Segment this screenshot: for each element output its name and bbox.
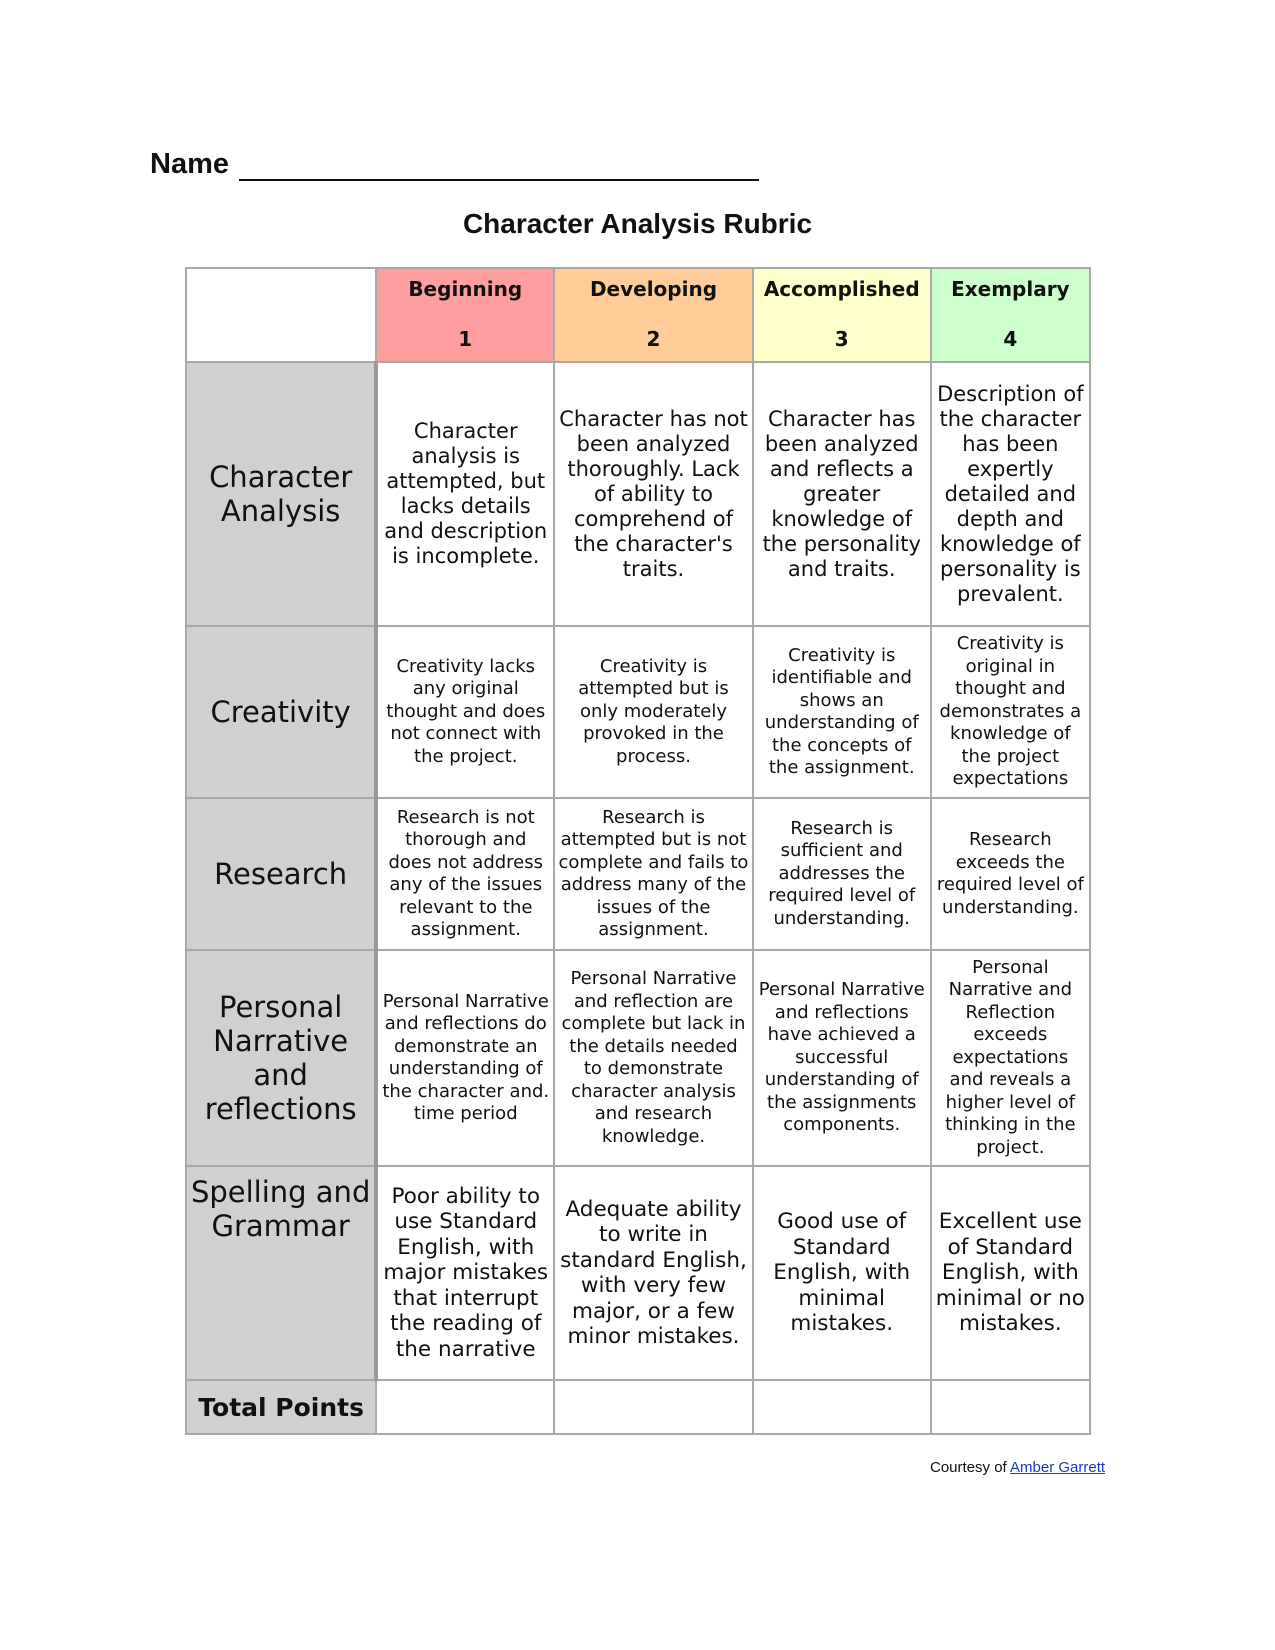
descriptor-cell: Description of the character has been expertly detailed and depth and knowledge of personality is prevalent. bbox=[931, 362, 1090, 626]
rubric-row-personal-narrative bbox=[186, 950, 1090, 1166]
descriptor-cell: Creativity is attempted but is only moderately provoked in the process. bbox=[554, 626, 753, 798]
rubric-row-spelling-grammar bbox=[186, 1166, 1090, 1380]
courtesy-footer bbox=[930, 1459, 1105, 1476]
descriptor-cell: Adequate ability to write in standard English, with very few major, or a few minor mistakes. bbox=[554, 1166, 753, 1380]
level-header-beginning bbox=[376, 268, 554, 362]
name-label: Name bbox=[150, 148, 229, 180]
descriptor-cell: Character analysis is attempted, but lacks details and description is incomplete. bbox=[376, 362, 554, 626]
descriptor-cell: Personal Narrative and reflections have achieved a successful understanding of the assignments components. bbox=[753, 950, 931, 1166]
header-corner-cell bbox=[186, 268, 376, 362]
descriptor-cell: Creativity is original in thought and demonstrates a knowledge of the project expectations bbox=[931, 626, 1090, 798]
descriptor-cell: Character has not been analyzed thoroughly. Lack of ability to comprehend of the character's traits. bbox=[554, 362, 753, 626]
descriptor-cell: Good use of Standard English, with minimal mistakes. bbox=[753, 1166, 931, 1380]
descriptor-cell: Research exceeds the required level of understanding. bbox=[931, 798, 1090, 950]
total-points-label: Total Points bbox=[186, 1380, 376, 1434]
level-header-accomplished bbox=[753, 268, 931, 362]
descriptor-cell: Excellent use of Standard English, with minimal or no mistakes. bbox=[931, 1166, 1090, 1380]
level-header-exemplary bbox=[931, 268, 1090, 362]
criterion-creativity: Creativity bbox=[186, 626, 376, 798]
header-row bbox=[186, 268, 1090, 362]
courtesy-text: Courtesy of bbox=[930, 1459, 1007, 1476]
level-label: Accomplished bbox=[763, 277, 920, 301]
total-points-cell-accomplished[interactable] bbox=[753, 1380, 931, 1434]
descriptor-cell: Personal Narrative and reflection are complete but lack in the details needed to demonstrate character analysis and research knowledge. bbox=[554, 950, 753, 1166]
level-score: 4 bbox=[1003, 327, 1018, 351]
criterion-personal-narrative: Personal Narrative and reflections bbox=[186, 950, 376, 1166]
descriptor-cell: Poor ability to use Standard English, with major mistakes that interrupt the reading of the narrative bbox=[376, 1166, 554, 1380]
level-label: Beginning bbox=[408, 277, 523, 301]
rubric-row-research bbox=[186, 798, 1090, 950]
descriptor-cell: Personal Narrative and reflections do demonstrate an understanding of the character and. time period bbox=[376, 950, 554, 1166]
rubric-row-character-analysis bbox=[186, 362, 1090, 626]
name-field-row bbox=[150, 148, 759, 181]
criterion-character-analysis: Character Analysis bbox=[186, 362, 376, 626]
descriptor-cell: Character has been analyzed and reflects a greater knowledge of the personality and traits. bbox=[753, 362, 931, 626]
descriptor-cell: Research is not thorough and does not address any of the issues relevant to the assignment. bbox=[376, 798, 554, 950]
document-title: Character Analysis Rubric bbox=[462, 208, 813, 239]
descriptor-cell: Research is sufficient and addresses the required level of understanding. bbox=[753, 798, 931, 950]
total-points-cell-beginning[interactable] bbox=[376, 1380, 554, 1434]
level-score: 3 bbox=[834, 327, 849, 351]
descriptor-cell: Personal Narrative and Reflection exceeds expectations and reveals a higher level of thinking in the project. bbox=[931, 950, 1090, 1166]
name-blank-line[interactable] bbox=[239, 149, 759, 181]
level-label: Developing bbox=[589, 277, 718, 301]
total-points-cell-developing[interactable] bbox=[554, 1380, 753, 1434]
rubric-table bbox=[185, 267, 1091, 1435]
level-score: 2 bbox=[646, 327, 661, 351]
descriptor-cell: Research is attempted but is not complete and fails to address many of the issues of the assignment. bbox=[554, 798, 753, 950]
level-header-developing bbox=[554, 268, 753, 362]
descriptor-cell: Creativity lacks any original thought and does not connect with the project. bbox=[376, 626, 554, 798]
rubric-row-creativity bbox=[186, 626, 1090, 798]
total-points-row bbox=[186, 1380, 1090, 1434]
level-label: Exemplary bbox=[951, 277, 1070, 301]
total-points-cell-exemplary[interactable] bbox=[931, 1380, 1090, 1434]
descriptor-cell: Creativity is identifiable and shows an understanding of the concepts of the assignment. bbox=[753, 626, 931, 798]
level-score: 1 bbox=[458, 327, 473, 351]
criterion-research: Research bbox=[186, 798, 376, 950]
courtesy-author-link[interactable]: Amber Garrett bbox=[1010, 1459, 1106, 1476]
criterion-spelling-grammar: Spelling and Grammar bbox=[186, 1166, 376, 1380]
